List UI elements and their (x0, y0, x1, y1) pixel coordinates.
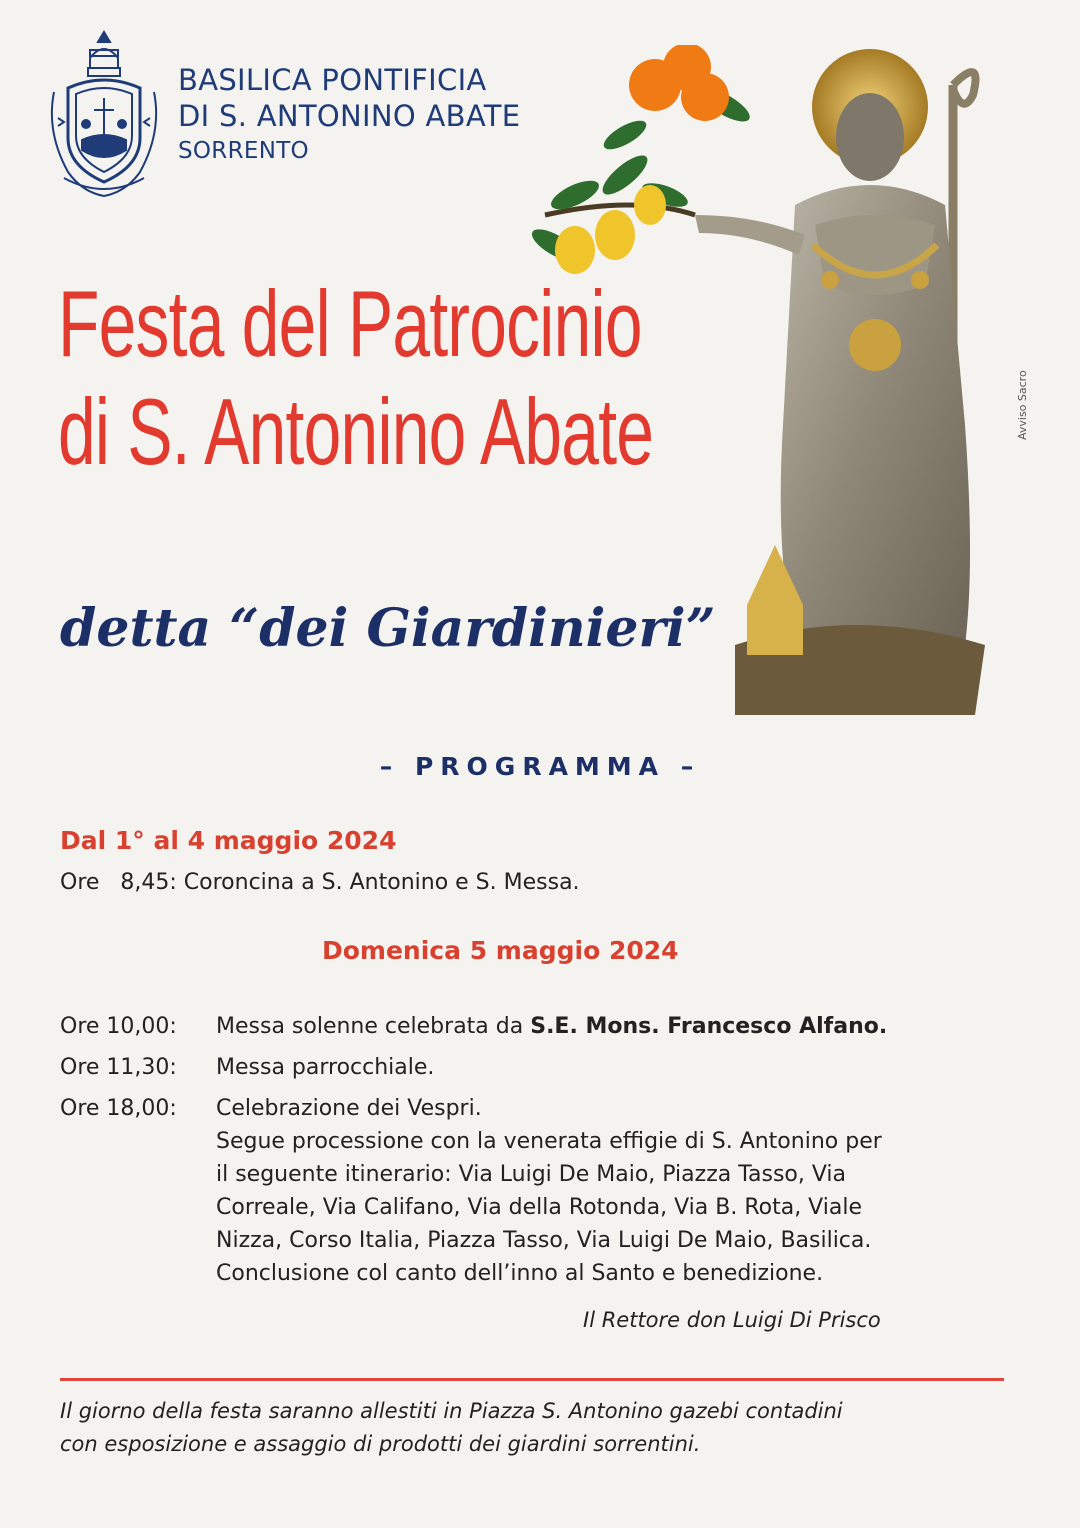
procession-line: il seguente itinerario: Via Luigi De Maio, Piazza Tasso, Via (216, 1162, 847, 1187)
period1-line: Ore 8,45: Coroncina a S. Antonino e S. Messa. (60, 870, 580, 895)
procession-line: Segue processione con la venerata effigie di S. Antonino per (216, 1129, 882, 1154)
schedule-row (60, 1257, 887, 1290)
footer-note (60, 1395, 843, 1461)
celebrant-name: S.E. Mons. Francesco Alfano. (530, 1014, 888, 1039)
programma-heading: – PROGRAMMA – (379, 752, 701, 781)
subtitle: detta “dei Giardinieri” (60, 598, 716, 659)
divider (60, 1378, 1004, 1381)
schedule-row (60, 1010, 887, 1043)
footer-line-1: Il giorno della festa saranno allestiti in Piazza S. Antonino gazebi contadini (60, 1399, 843, 1423)
schedule-time: Ore 18,00: (60, 1096, 177, 1121)
procession-line: Nizza, Corso Italia, Piazza Tasso, Via Luigi De Maio, Basilica. (216, 1228, 872, 1253)
schedule-row (60, 1224, 887, 1257)
signature: Il Rettore don Luigi Di Prisco (583, 1308, 881, 1332)
basilica-crest-icon (46, 28, 162, 200)
period1-heading: Dal 1° al 4 maggio 2024 (60, 826, 397, 855)
schedule-row (60, 1158, 887, 1191)
schedule-time: Ore 10,00: (60, 1014, 177, 1039)
schedule-row (60, 1092, 887, 1125)
schedule-text: Messa solenne celebrata da (216, 1014, 531, 1039)
footer-line-2: con esposizione e assaggio di prodotti dei giardini sorrentini. (60, 1432, 701, 1456)
title-line-1: Festa del Patrocinio (58, 271, 642, 376)
procession-line: Correale, Via Califano, Via della Rotonda, Via B. Rota, Viale (216, 1195, 862, 1220)
institution-line-1: BASILICA PONTIFICIA (178, 63, 487, 97)
schedule-time: Ore 11,30: (60, 1055, 177, 1080)
schedule-row (60, 1191, 887, 1224)
side-note: Avviso Sacro (1016, 370, 1029, 440)
schedule-desc: Messa parrocchiale. (216, 1055, 435, 1080)
institution-line-2: DI S. ANTONINO ABATE (178, 99, 521, 133)
period2-heading: Domenica 5 maggio 2024 (322, 936, 679, 965)
schedule-list (60, 1010, 887, 1290)
schedule-desc: Celebrazione dei Vespri. (216, 1096, 482, 1121)
schedule-row (60, 1125, 887, 1158)
institution-city: SORRENTO (178, 138, 309, 164)
schedule-row (60, 1051, 887, 1084)
page-title (58, 270, 758, 486)
institution-name (178, 62, 520, 168)
schedule-desc (216, 1010, 887, 1043)
title-line-2: di S. Antonino Abate (58, 379, 654, 484)
procession-line: Conclusione col canto dell’inno al Santo e benedizione. (216, 1261, 824, 1286)
